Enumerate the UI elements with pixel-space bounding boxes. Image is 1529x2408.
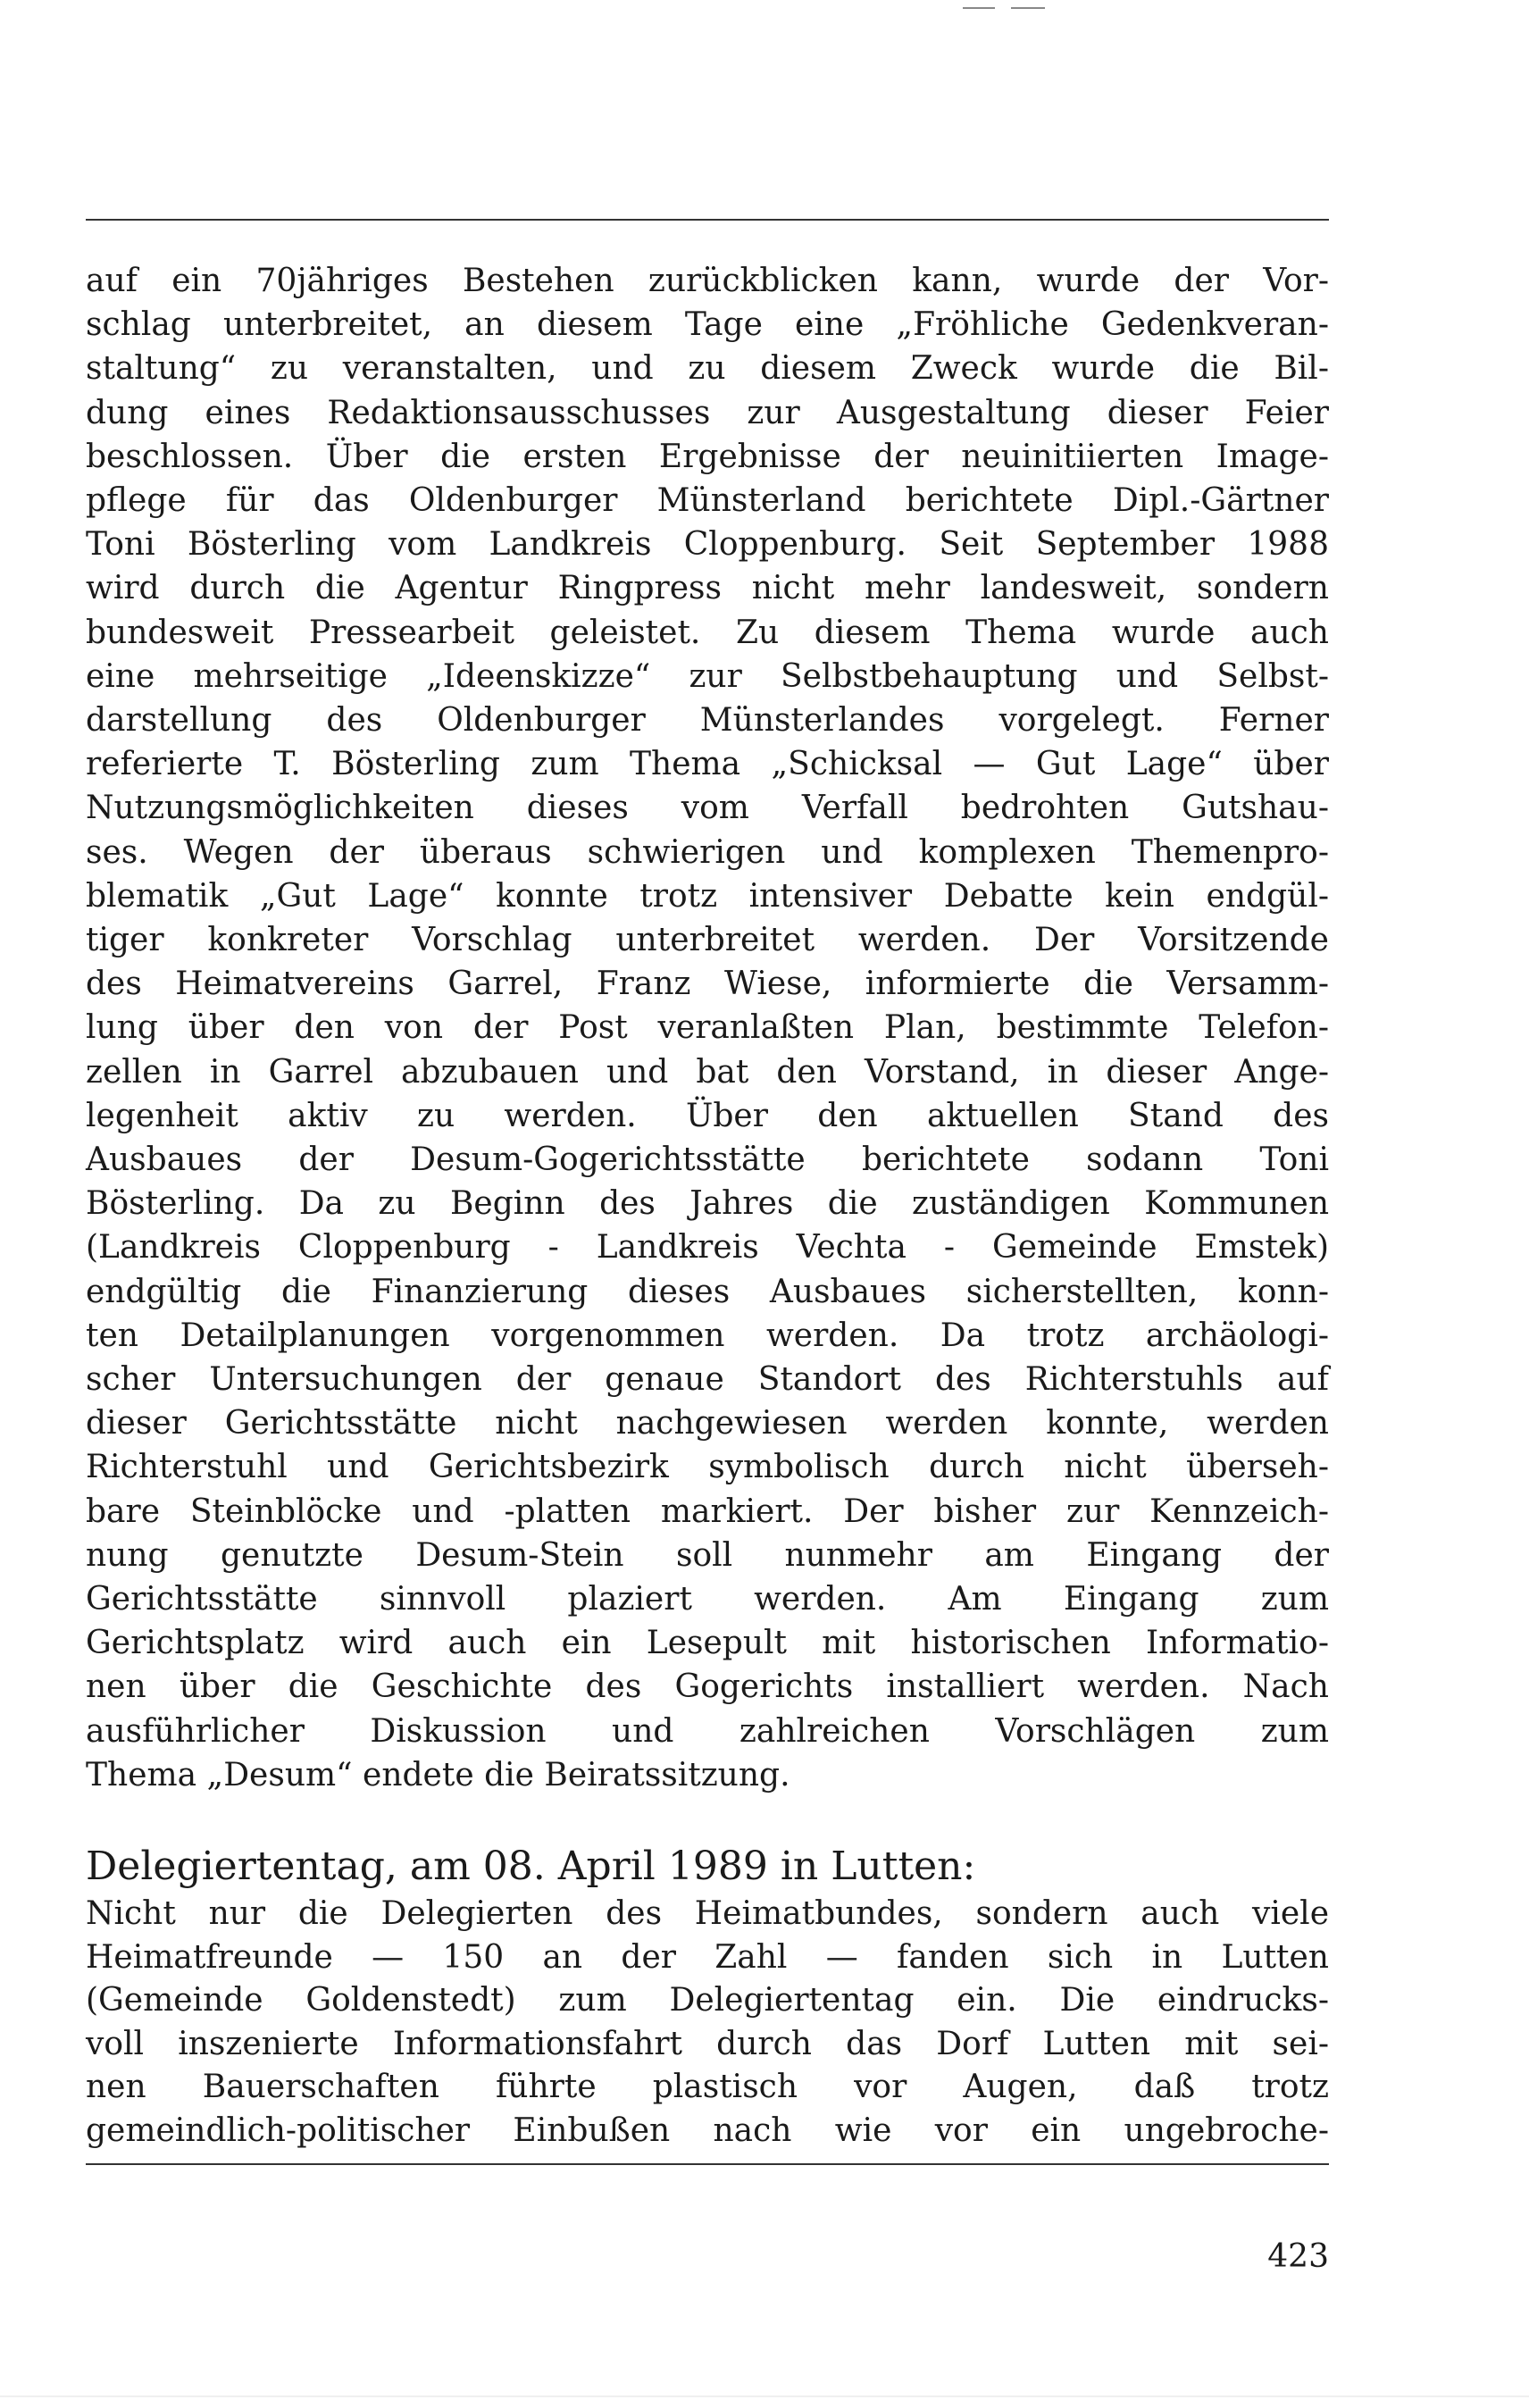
text-line: des Heimatvereins Garrel, Franz Wiese, informierte die Versamm- (86, 966, 1329, 1003)
text-line: voll inszenierte Informationsfahrt durch das Dorf Lutten mit sei- (86, 2025, 1329, 2062)
text-line: Bösterling. Da zu Beginn des Jahres die zuständigen Kommunen (86, 1185, 1329, 1223)
text-line: nen Bauerschaften führte plastisch vor Augen, daß trotz (86, 2069, 1329, 2106)
text-line: legenheit aktiv zu werden. Über den aktuellen Stand des (86, 1097, 1329, 1134)
bottom-rule (86, 2163, 1329, 2165)
text-line: bare Steinblöcke und -platten markiert. Der bisher zur Kennzeich- (86, 1492, 1329, 1530)
text-line: Nutzungsmöglichkeiten dieses vom Verfall bedrohten Gutshau- (86, 790, 1329, 827)
text-line: staltung“ zu veranstalten, und zu diesem Zweck wurde die Bil- (86, 350, 1329, 388)
text-line: ses. Wegen der überaus schwierigen und komplexen Themenpro- (86, 833, 1329, 871)
section-heading: Delegiertentag, am 08. April 1989 in Lutten: (86, 1844, 976, 1889)
top-margin-marks (963, 7, 1045, 10)
text-line: endgültig die Finanzierung dieses Ausbaues sicherstellten, konn- (86, 1273, 1329, 1310)
text-line: scher Untersuchungen der genaue Standort des Richterstuhls auf (86, 1361, 1329, 1398)
text-line: Heimatfreunde — 150 an der Zahl — fanden sich in Lutten (86, 1938, 1329, 1976)
text-line: referierte T. Bösterling zum Thema „Schicksal — Gut Lage“ über (86, 746, 1329, 783)
text-line: gemeindlich-politischer Einbußen nach wie vor ein ungebroche- (86, 2112, 1329, 2149)
top-rule (86, 219, 1329, 221)
text-line: eine mehrseitige „Ideenskizze“ zur Selbstbehauptung und Selbst- (86, 657, 1329, 695)
text-line: blematik „Gut Lage“ konnte trotz intensiver Debatte kein endgül- (86, 877, 1329, 915)
text-line: nen über die Geschichte des Gogerichts installiert werden. Nach (86, 1668, 1329, 1706)
text-line: dieser Gerichtsstätte nicht nachgewiesen werden konnte, werden (86, 1405, 1329, 1442)
text-line: Nicht nur die Delegierten des Heimatbundes, sondern auch viele (86, 1895, 1329, 1932)
text-line: Gerichtsstätte sinnvoll plaziert werden. Am Eingang zum (86, 1581, 1329, 1618)
text-line: schlag unterbreitet, an diesem Tage eine „Fröhliche Gedenkveran- (86, 306, 1329, 344)
text-line: darstellung des Oldenburger Münsterlandes vorgelegt. Ferner (86, 702, 1329, 739)
text-line: Richterstuhl und Gerichtsbezirk symbolisch durch nicht überseh- (86, 1449, 1329, 1486)
bottom-scan-edge (0, 2395, 1529, 2397)
text-line: Thema „Desum“ endete die Beiratssitzung. (86, 1756, 790, 1793)
text-line: lung über den von der Post veranlaßten Plan, bestimmte Telefon- (86, 1009, 1329, 1047)
text-line: ten Detailplanungen vorgenommen werden. Da trotz archäologi- (86, 1317, 1329, 1354)
text-line: pflege für das Oldenburger Münsterland berichtete Dipl.-Gärtner (86, 482, 1329, 519)
text-line: Ausbaues der Desum-Gogerichtsstätte berichtete sodann Toni (86, 1141, 1329, 1178)
text-line: dung eines Redaktionsausschusses zur Ausgestaltung dieser Feier (86, 394, 1329, 431)
text-line: beschlossen. Über die ersten Ergebnisse der neuinitiierten Image- (86, 438, 1329, 475)
text-line: tiger konkreter Vorschlag unterbreitet werden. Der Vorsitzende (86, 922, 1329, 958)
text-line: nung genutzte Desum-Stein soll nunmehr am Eingang der (86, 1536, 1329, 1574)
text-line: zellen in Garrel abzubauen und bat den Vorstand, in dieser Ange- (86, 1053, 1329, 1091)
text-line: wird durch die Agentur Ringpress nicht mehr landesweit, sondern (86, 570, 1329, 607)
text-line: (Landkreis Cloppenburg - Landkreis Vechta - Gemeinde Emstek) (86, 1229, 1329, 1267)
text-line: (Gemeinde Goldenstedt) zum Delegiertentag ein. Die eindrucks- (86, 1982, 1329, 2019)
text-line: auf ein 70jähriges Bestehen zurückblicken kann, wurde der Vor- (86, 263, 1329, 299)
text-line: bundesweit Pressearbeit geleistet. Zu diesem Thema wurde auch (86, 614, 1329, 651)
page-number: 423 (1267, 2238, 1329, 2275)
text-line: Gerichtsplatz wird auch ein Lesepult mit historischen Informatio- (86, 1625, 1329, 1662)
text-line: Toni Bösterling vom Landkreis Cloppenburg. Seit September 1988 (86, 526, 1329, 564)
text-line: ausführlicher Diskussion und zahlreichen Vorschlägen zum (86, 1712, 1329, 1750)
